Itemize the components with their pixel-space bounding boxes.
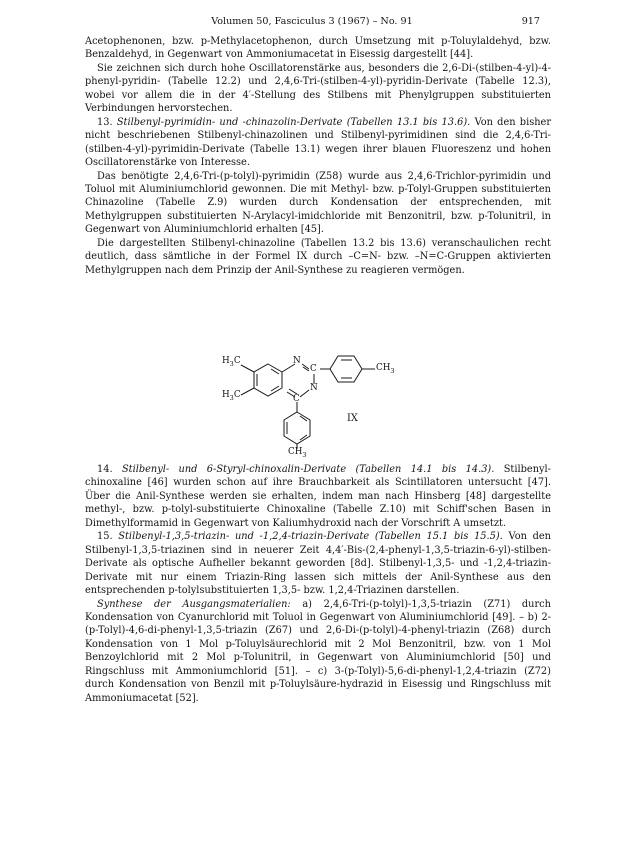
paragraph-starting-materials [85,598,551,706]
section-14 [85,463,551,530]
section-15-number: 15. [97,531,113,543]
section-15-title: Stilbenyl-1,3,5-triazin- und -1,2,4-triazin-Derivate [118,531,370,543]
section-13-number: 13. [97,116,113,128]
text-block-upper [85,35,551,277]
section-14-tables-ref: (Tabellen 14.1 bis 14.3). [355,464,495,475]
starting-materials-text: a) 2,4,6-Tri-(p-tolyl)-1,3,5-triazin (Z71) durch Kondensation von Cyanurchlorid mit Toluol in Gegenwart von Aluminiumchlorid [49]. – b) 2-(p-Tolyl)-4,6-di-phenyl-1,3,5-triazin (Z67) und 2,6-Di-(p-tolyl)-4-phenyl-triazin (Z68) durch Kondensation von 1 Mol p-Toluylsäurechlorid mit 2 Mol Benzonitril, bzw. von 1 Mol Benzoylchlorid mit 2 Mol p-Tolunitril, in Gegenwart von Aluminiumchlorid [50] und Ringschluss mit Ammoniumchlorid [51]. – c) 3-(p-Tolyl)-5,6-di-phenyl-1,2,4-triazin (Z72) durch Kondensation von Benzil mit p-Toluylsäure-hydrazid in Eisessig und Ringschluss mit Ammoniumacetat [52]. [85,598,551,704]
atom-n-right: N [310,383,318,393]
chemical-structure-ix [85,350,551,459]
section-13-title: Stilbenyl-pyrimidin- und -chinazolin-Derivate [116,116,343,128]
atom-c-bottom: C [293,394,300,404]
paragraph-pyrimidine-synthesis: Das benötigte 2,4,6-Tri-(p-tolyl)-pyrimidin (Z58) wurde aus 2,4,6-Trichlor-pyrimidin und Toluol mit Aluminiumchlorid gewonnen. Die mit Methyl- bzw. p-Tolyl-Gruppen substituierten Chinazoline (Tabelle Z.9) wurden durch Kondensation der entsprechenden, mit Methylgruppen substituierten N-Arylacyl-imidchloride mit Benzonitril, bzw. p-Tolunitril, in Gegenwart von Aluminiumchlorid erhalten [45]. [85,170,551,236]
section-14-number: 14. [97,464,113,475]
paragraph-chinazoline-activation: Die dargestellten Stilbenyl-chinazoline (Tabellen 13.2 bis 13.6) veranschaulichen recht deutlich, dass sämtliche in der Formel IX durch –C=N- bzw. –N=C-Gruppen aktivierten Methylgruppen nach dem Prinzip der Anil-Synthese zu reagieren vermögen. [85,237,551,276]
section-14-text: Stilbenyl-chinoxaline [46] wurden schon auf ihre Brauchbarkeit als Scintillatoren untersucht [47]. Über die Anil-Synthese werden sie erhalten, indem man nach Hinsberg [48] dargestellte methyl-, bzw. p-tolyl-substituierte Chinoxaline (Tabelle Z.10) mit Schiff'schen Basen in Dimethylformamid in Gegenwart von Kaliumhydroxid nach der Vorschrift A umsetzt. [85,464,551,529]
paragraph-oscillator-strength: Sie zeichnen sich durch hohe Oscillatorenstärke aus, besonders die 2,6-Di-(stilben-4-yl)-4-phenyl-pyridin- (Tabelle 12.2) und 2,4,6-Tri-(stilben-4-yl)-pyridin-Derivate (Tabelle 12.3), wobei vor allem die in der 4′-Stellung des Stilbens mit Phenylgruppen substituierten Verbindungen hervorstechen. [85,62,551,115]
atom-n-top: N [293,356,301,366]
section-14-title: Stilbenyl- und 6-Styryl-chinoxalin-Derivate [121,464,347,475]
running-header: Volumen 50, Fasciculus 3 (1967) – No. 91 [211,16,413,27]
atom-ch3-bottom: $CH_3$ [288,447,307,459]
atom-h3c-bottom: $H_3C$ [222,390,241,402]
section-13 [85,116,551,170]
formula-label: IX [347,413,358,424]
section-15-tables-ref: (Tabellen 15.1 bis 15.5). [374,531,503,543]
section-15-text: Von den Stilbenyl-1,3,5-triazinen sind in neuerer Zeit 4,4′-Bis-(2,4-phenyl-1,3,5-triazin-6-yl)-stilben-Derivate als optische Aufheller bekannt geworden [8d]. Stilbenyl-1,3,5- und -1,2,4-triazin-Derivate mit nur einem Triazin-Ring lassen sich mittels der Anil-Synthese aus den entsprechenden p-tolylsubstituierten 1,3,5- bzw. 1,2,4-Triazinen darstellen. [85,531,551,597]
section-15 [85,530,551,597]
paragraph-acetophenone: Acetophenonen, bzw. p-Methylacetophenon, durch Umsetzung mit p-Toluylaldehyd, bzw. Benzaldehyd, in Gegenwart von Ammoniumacetat in Eisessig dargestellt [44]. [85,36,551,61]
text-block-lower [85,463,551,705]
atom-c-top: C [310,364,317,374]
section-13-text: Von den bisher nicht beschriebenen Stilbenyl-chinazolinen und Stilbenyl-pyrimidinen sind die 2,4,6-Tri-(stilben-4-yl)-pyrimidin-Derivate (Tabelle 13.1) wegen ihrer blauen Fluoreszenz und hohen Oscillatorenstärke von Interesse. [85,116,552,169]
starting-materials-heading: Synthese der Ausgangsmaterialien: [97,598,291,610]
atom-h3c-top: $H_3C$ [222,356,241,368]
atom-ch3-right: $CH_3$ [376,363,395,375]
page-number: 917 [521,16,540,27]
structure-drawing [85,350,551,456]
section-13-tables-ref: (Tabellen 13.1 bis 13.6). [346,116,471,128]
